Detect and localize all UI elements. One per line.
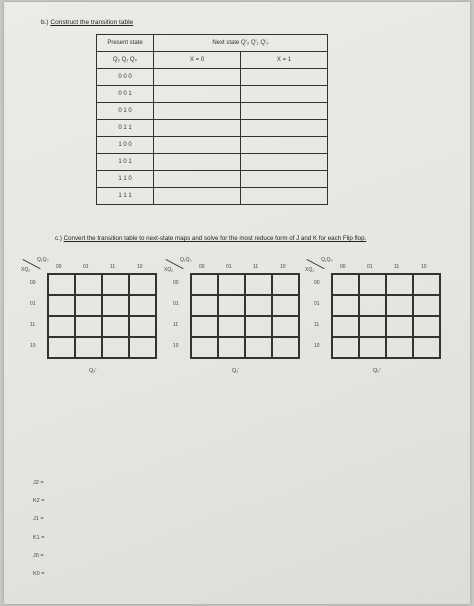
kmap-cell[interactable] xyxy=(386,316,413,337)
kmap-cell[interactable] xyxy=(386,274,413,295)
state-cell: 0 0 1 xyxy=(97,86,154,103)
kmap-row-label: 00 xyxy=(173,280,179,286)
kmap-cell[interactable] xyxy=(129,316,156,337)
table-row xyxy=(97,103,328,120)
next-state-x1-cell[interactable] xyxy=(241,69,328,86)
kmap-column-variables: Q₁Q₀ xyxy=(321,257,333,263)
next-state-x1-cell[interactable] xyxy=(241,103,328,120)
kmap-cell[interactable] xyxy=(129,337,156,358)
state-cell: 1 0 0 xyxy=(97,137,154,154)
kmap-cell[interactable] xyxy=(413,274,440,295)
kmap-column-label: 10 xyxy=(137,264,143,270)
kmap-cell[interactable] xyxy=(413,316,440,337)
kmap-row-label: 10 xyxy=(173,343,179,349)
kmap-column-label: 00 xyxy=(56,264,62,270)
next-state-header: Next state Q'₂ Q'₁ Q'₀ xyxy=(154,35,328,52)
next-state-x0-cell[interactable] xyxy=(154,86,241,103)
kmap-cell[interactable] xyxy=(413,337,440,358)
table-row xyxy=(97,171,328,188)
next-state-x0-cell[interactable] xyxy=(154,137,241,154)
kmap-row-label: 00 xyxy=(30,280,36,286)
kmap-cell[interactable] xyxy=(272,337,299,358)
kmap-cell[interactable] xyxy=(245,295,272,316)
kmap-column-label: 01 xyxy=(367,264,373,270)
kmap-cell[interactable] xyxy=(191,337,218,358)
kmap-cell[interactable] xyxy=(75,274,102,295)
kmap-cell[interactable] xyxy=(129,274,156,295)
next-state-x0-cell[interactable] xyxy=(154,171,241,188)
kmap-caption: Q₀' xyxy=(373,368,381,374)
next-state-x1-cell[interactable] xyxy=(241,188,328,205)
next-state-x0-cell[interactable] xyxy=(154,69,241,86)
table-header-row xyxy=(97,35,328,52)
state-bits-header: Q₂ Q₁ Q₀ xyxy=(97,52,154,69)
kmap-cell[interactable] xyxy=(191,274,218,295)
kmap-column-label: 01 xyxy=(83,264,89,270)
kmap-grid xyxy=(190,273,300,359)
state-cell: 1 1 0 xyxy=(97,171,154,188)
kmap-cell[interactable] xyxy=(359,295,386,316)
kmap-cell[interactable] xyxy=(245,316,272,337)
kmap-row-label: 01 xyxy=(173,301,179,307)
next-state-x0-cell[interactable] xyxy=(154,103,241,120)
present-state-header: Present state xyxy=(97,35,154,52)
kmap-column-label: 01 xyxy=(226,264,232,270)
state-cell: 0 1 1 xyxy=(97,120,154,137)
equation-label: J0 = xyxy=(33,553,44,559)
next-state-x1-cell[interactable] xyxy=(241,137,328,154)
kmap-column-label: 10 xyxy=(421,264,427,270)
kmap-row-label: 11 xyxy=(173,322,179,328)
kmap-cell[interactable] xyxy=(102,337,129,358)
state-cell: 1 1 1 xyxy=(97,188,154,205)
x1-header: X = 1 xyxy=(241,52,328,69)
kmap-cell[interactable] xyxy=(332,337,359,358)
state-cell: 0 0 0 xyxy=(97,69,154,86)
section-b-heading xyxy=(41,19,133,26)
kmap-cell[interactable] xyxy=(75,295,102,316)
next-state-x1-cell[interactable] xyxy=(241,86,328,103)
section-c-title: Convert the transition table to next-state maps and solve for the most reduce form of J and K for each Flip flop. xyxy=(63,235,367,242)
kmap-cell[interactable] xyxy=(48,295,75,316)
kmap-cell[interactable] xyxy=(386,337,413,358)
kmap-row-variables: XQ₂ xyxy=(305,267,315,273)
kmap-cell[interactable] xyxy=(218,316,245,337)
kmap-cell[interactable] xyxy=(272,274,299,295)
next-state-x1-cell[interactable] xyxy=(241,171,328,188)
kmap-cell[interactable] xyxy=(359,274,386,295)
kmap-cell[interactable] xyxy=(191,316,218,337)
kmap-cell[interactable] xyxy=(48,337,75,358)
next-state-x0-cell[interactable] xyxy=(154,188,241,205)
equation-label: J2 = xyxy=(33,480,44,486)
kmap-cell[interactable] xyxy=(129,295,156,316)
equation-label: J1 = xyxy=(33,516,44,522)
kmap-cell[interactable] xyxy=(359,316,386,337)
section-b-label: b.) xyxy=(41,19,49,26)
kmap-column-label: 10 xyxy=(280,264,286,270)
kmap-column-label: 11 xyxy=(394,264,400,270)
section-c-heading xyxy=(55,235,366,242)
kmap-column-label: 11 xyxy=(110,264,116,270)
kmap-grid xyxy=(47,273,157,359)
kmap-row-label: 10 xyxy=(314,343,320,349)
next-state-x0-cell[interactable] xyxy=(154,120,241,137)
kmap-cell[interactable] xyxy=(218,337,245,358)
equation-label: K2 = xyxy=(33,498,45,504)
kmap-cell[interactable] xyxy=(332,274,359,295)
kmap-grid xyxy=(331,273,441,359)
equation-label: K0 = xyxy=(33,571,45,577)
kmap-cell[interactable] xyxy=(218,295,245,316)
kmap-cell[interactable] xyxy=(191,295,218,316)
kmap-cell[interactable] xyxy=(75,316,102,337)
state-cell: 1 0 1 xyxy=(97,154,154,171)
kmap-caption: Q₁' xyxy=(232,368,240,374)
table-row xyxy=(97,188,328,205)
kmap-cell[interactable] xyxy=(272,295,299,316)
next-state-x0-cell[interactable] xyxy=(154,154,241,171)
kmap-row-label: 11 xyxy=(314,322,320,328)
kmap-row-variables: XQ₂ xyxy=(21,267,31,273)
kmap-cell[interactable] xyxy=(245,337,272,358)
kmap-row-label: 01 xyxy=(314,301,320,307)
kmap-row-label: 11 xyxy=(30,322,36,328)
table-row xyxy=(97,86,328,103)
table-row xyxy=(97,137,328,154)
section-b-title: Construct the transition table xyxy=(50,19,134,26)
kmap-cell[interactable] xyxy=(386,295,413,316)
kmap-cell[interactable] xyxy=(272,316,299,337)
kmap-cell[interactable] xyxy=(48,316,75,337)
kmap-cell[interactable] xyxy=(359,337,386,358)
kmap-cell[interactable] xyxy=(102,316,129,337)
kmap-row-label: 00 xyxy=(314,280,320,286)
equation-label: K1 = xyxy=(33,535,45,541)
kmap-cell[interactable] xyxy=(332,316,359,337)
x0-header: X = 0 xyxy=(154,52,241,69)
kmap-cell[interactable] xyxy=(102,295,129,316)
next-state-x1-cell[interactable] xyxy=(241,120,328,137)
transition-table xyxy=(96,34,328,205)
next-state-x1-cell[interactable] xyxy=(241,154,328,171)
kmap-column-label: 11 xyxy=(253,264,259,270)
kmap-row-variables: XQ₂ xyxy=(164,267,174,273)
kmap-column-variables: Q₁Q₀ xyxy=(37,257,49,263)
kmap-column-label: 00 xyxy=(340,264,346,270)
kmap-cell[interactable] xyxy=(102,274,129,295)
kmap-row-label: 01 xyxy=(30,301,36,307)
state-cell: 0 1 0 xyxy=(97,103,154,120)
kmap-cell[interactable] xyxy=(218,274,245,295)
kmap-row-label: 10 xyxy=(30,343,36,349)
kmap-cell[interactable] xyxy=(75,337,102,358)
table-row xyxy=(97,69,328,86)
kmap-cell[interactable] xyxy=(245,274,272,295)
kmap-column-variables: Q₁Q₀ xyxy=(180,257,192,263)
kmap-cell[interactable] xyxy=(413,295,440,316)
kmap-caption: Q₂' xyxy=(89,368,97,374)
kmap-cell[interactable] xyxy=(332,295,359,316)
section-c-label: c.) xyxy=(55,235,62,242)
kmap-column-label: 00 xyxy=(199,264,205,270)
kmap-cell[interactable] xyxy=(48,274,75,295)
table-subheader-row xyxy=(97,52,328,69)
table-row xyxy=(97,154,328,171)
table-row xyxy=(97,120,328,137)
